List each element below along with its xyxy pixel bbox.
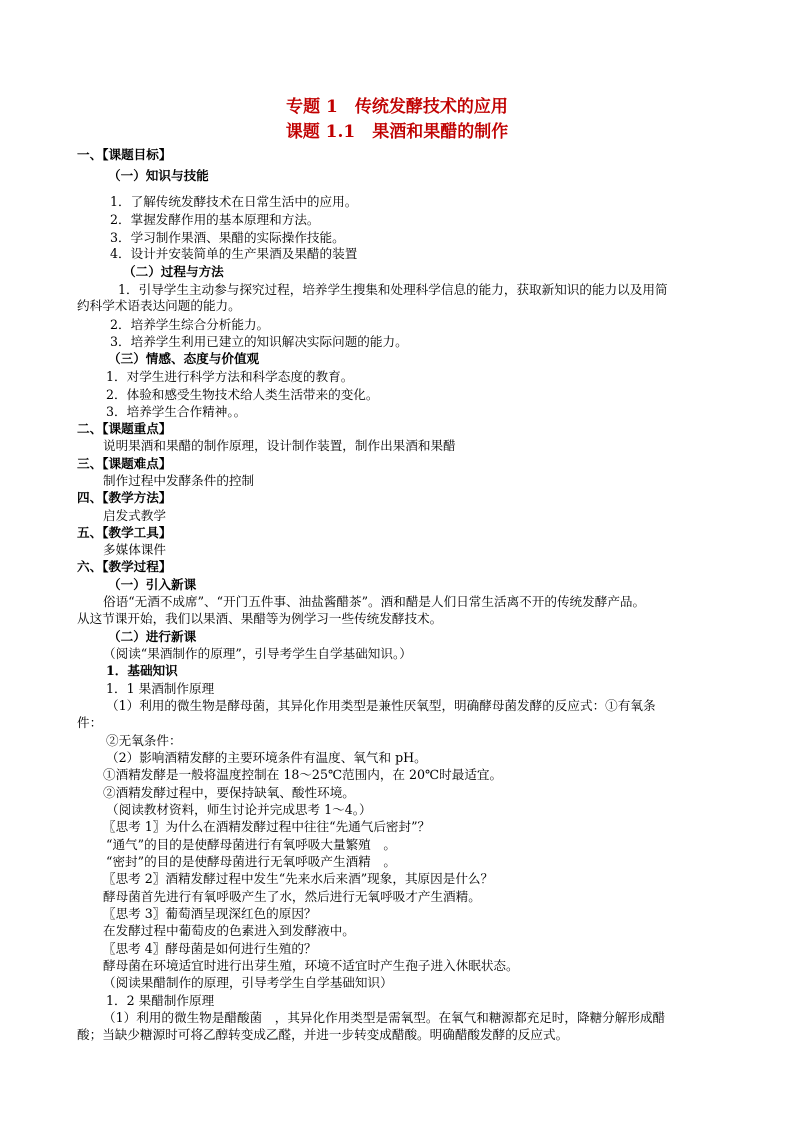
list-item: 2．掌握发酵作用的基本原理和方法。 [110,212,320,227]
paragraph-line: 1．引导学生主动参与探究过程，培养学生搜集和处理科学信息的能力，获取新知识的能力以及用简 [118,282,668,297]
paragraph-line: 〖思考 3〗葡萄酒呈现深红色的原因？ [103,906,317,921]
paragraph-line: 俗语“无酒不成席”、“开门五件事、油盐酱醋茶”。酒和醋是人们日常生活离不开的传统发酵产品。 [103,594,646,609]
list-item: 1．对学生进行科学方法和科学态度的教育。 [106,369,354,384]
list-item: 3．培养学生利用已建立的知识解决实际问题的能力。 [110,334,408,349]
list-item: 1．了解传统发酵技术在日常生活中的应用。 [110,194,358,209]
section-heading-goals: 一、【课题目标】 [77,147,172,162]
paragraph-line: 件： [77,715,103,730]
paragraph-line: （阅读果醋制作的原理，引导考学生自学基础知识） [103,975,393,990]
subsection-heading: （一）引入新课 [108,577,197,592]
paragraph-line: 约科学术语表达问题的能力。 [77,298,241,313]
subsection-heading: （二）进行新课 [108,629,197,644]
paragraph-line: （阅读“果酒制作的原理”，引导考学生自学基础知识。） [103,646,412,661]
subsection-heading: （三）情感、态度与价值观 [108,351,260,366]
section-heading-focus: 二、【课题重点】 [77,421,172,436]
subsection-heading: （一）知识与技能 [108,168,209,183]
paragraph-line: 在发酵过程中葡萄皮的色素进入到发酵液中。 [103,923,355,938]
paragraph-line: 〖思考 4〗酵母菌是如何进行生殖的？ [103,941,317,956]
paragraph-line: 说明果酒和果醋的制作原理，设计制作装置，制作出果酒和果醋 [103,438,456,453]
paragraph-line: 1．1 果酒制作原理 [106,681,215,696]
paragraph-line: 1．2 果醋制作原理 [106,993,215,1008]
section-heading-tools: 五、【教学工具】 [77,525,172,540]
paragraph-line: 制作过程中发酵条件的控制 [103,473,255,488]
paragraph-line: 〖思考 2〗酒精发酵过程中发生“先来水后来酒”现象，其原因是什么？ [103,871,494,886]
list-item: 2．培养学生综合分析能力。 [110,317,270,332]
section-heading-method: 四、【教学方法】 [77,490,172,505]
list-item: 4．设计并安装简单的生产果酒及果醋的装置 [110,246,358,261]
subsection-heading: （二）过程与方法 [123,264,224,279]
list-item: 3．学习制作果酒、果醋的实际操作技能。 [110,230,345,245]
subsection-heading: 1．基础知识 [106,663,178,678]
paragraph-line: 多媒体课件 [103,542,166,557]
list-item: 2．体验和感受生物技术给人类生活带来的变化。 [106,387,379,402]
paragraph-line: 从这节课开始，我们以果酒、果醋等为例学习一些传统发酵技术。 [77,611,443,626]
paragraph-line: “通气”的目的是使酵母菌进行有氧呼吸大量繁殖 。 [106,837,396,852]
paragraph-line: （1）利用的微生物是醋酸菌 ，其异化作用类型是需氧型。在氧气和糖源都充足时，降糖分解形成醋 [103,1010,666,1025]
paragraph-line: ①酒精发酵是一般将温度控制在 18～25℃范围内，在 20℃时最适宜。 [103,767,503,782]
paragraph-line: ②无氧条件： [106,733,182,748]
list-item: 3．培养学生合作精神。。 [106,404,247,419]
lesson-title: 课题 1.1 果酒和果醋的制作 [285,122,509,142]
section-heading-difficulty: 三、【课题难点】 [77,456,172,471]
paragraph-line: 酸；当缺少糖源时可将乙醇转变成乙醛，并进一步转变成醋酸。明确醋酸发酵的反应式。 [77,1027,569,1042]
paragraph-line: ②酒精发酵过程中，要保持缺氧、酸性环境。 [103,785,355,800]
paragraph-line: 酵母菌在环境适宜时进行出芽生殖，环境不适宜时产生孢子进入休眠状态。 [103,958,519,973]
paragraph-line: “密封”的目的是使酵母菌进行无氧呼吸产生酒精 。 [106,854,396,869]
paragraph-line: （1）利用的微生物是酵母菌，其异化作用类型是兼性厌氧型，明确酵母菌发酵的反应式：①有氧条 [106,698,656,713]
paragraph-line: 〖思考 1〗为什么在酒精发酵过程中往往“先通气后密封”？ [103,819,431,834]
paragraph-line: 酵母菌首先进行有氧呼吸产生了水，然后进行无氧呼吸才产生酒精。 [103,889,481,904]
paragraph-line: 启发式教学 [103,508,166,523]
section-heading-process: 六、【教学过程】 [77,559,172,574]
paragraph-line: （阅读教材资料，师生讨论并完成思考 1～4。） [106,802,372,817]
paragraph-line: （2）影响酒精发酵的主要环境条件有温度、氧气和 pH。 [106,750,427,765]
topic-title: 专题 1 传统发酵技术的应用 [286,97,508,117]
